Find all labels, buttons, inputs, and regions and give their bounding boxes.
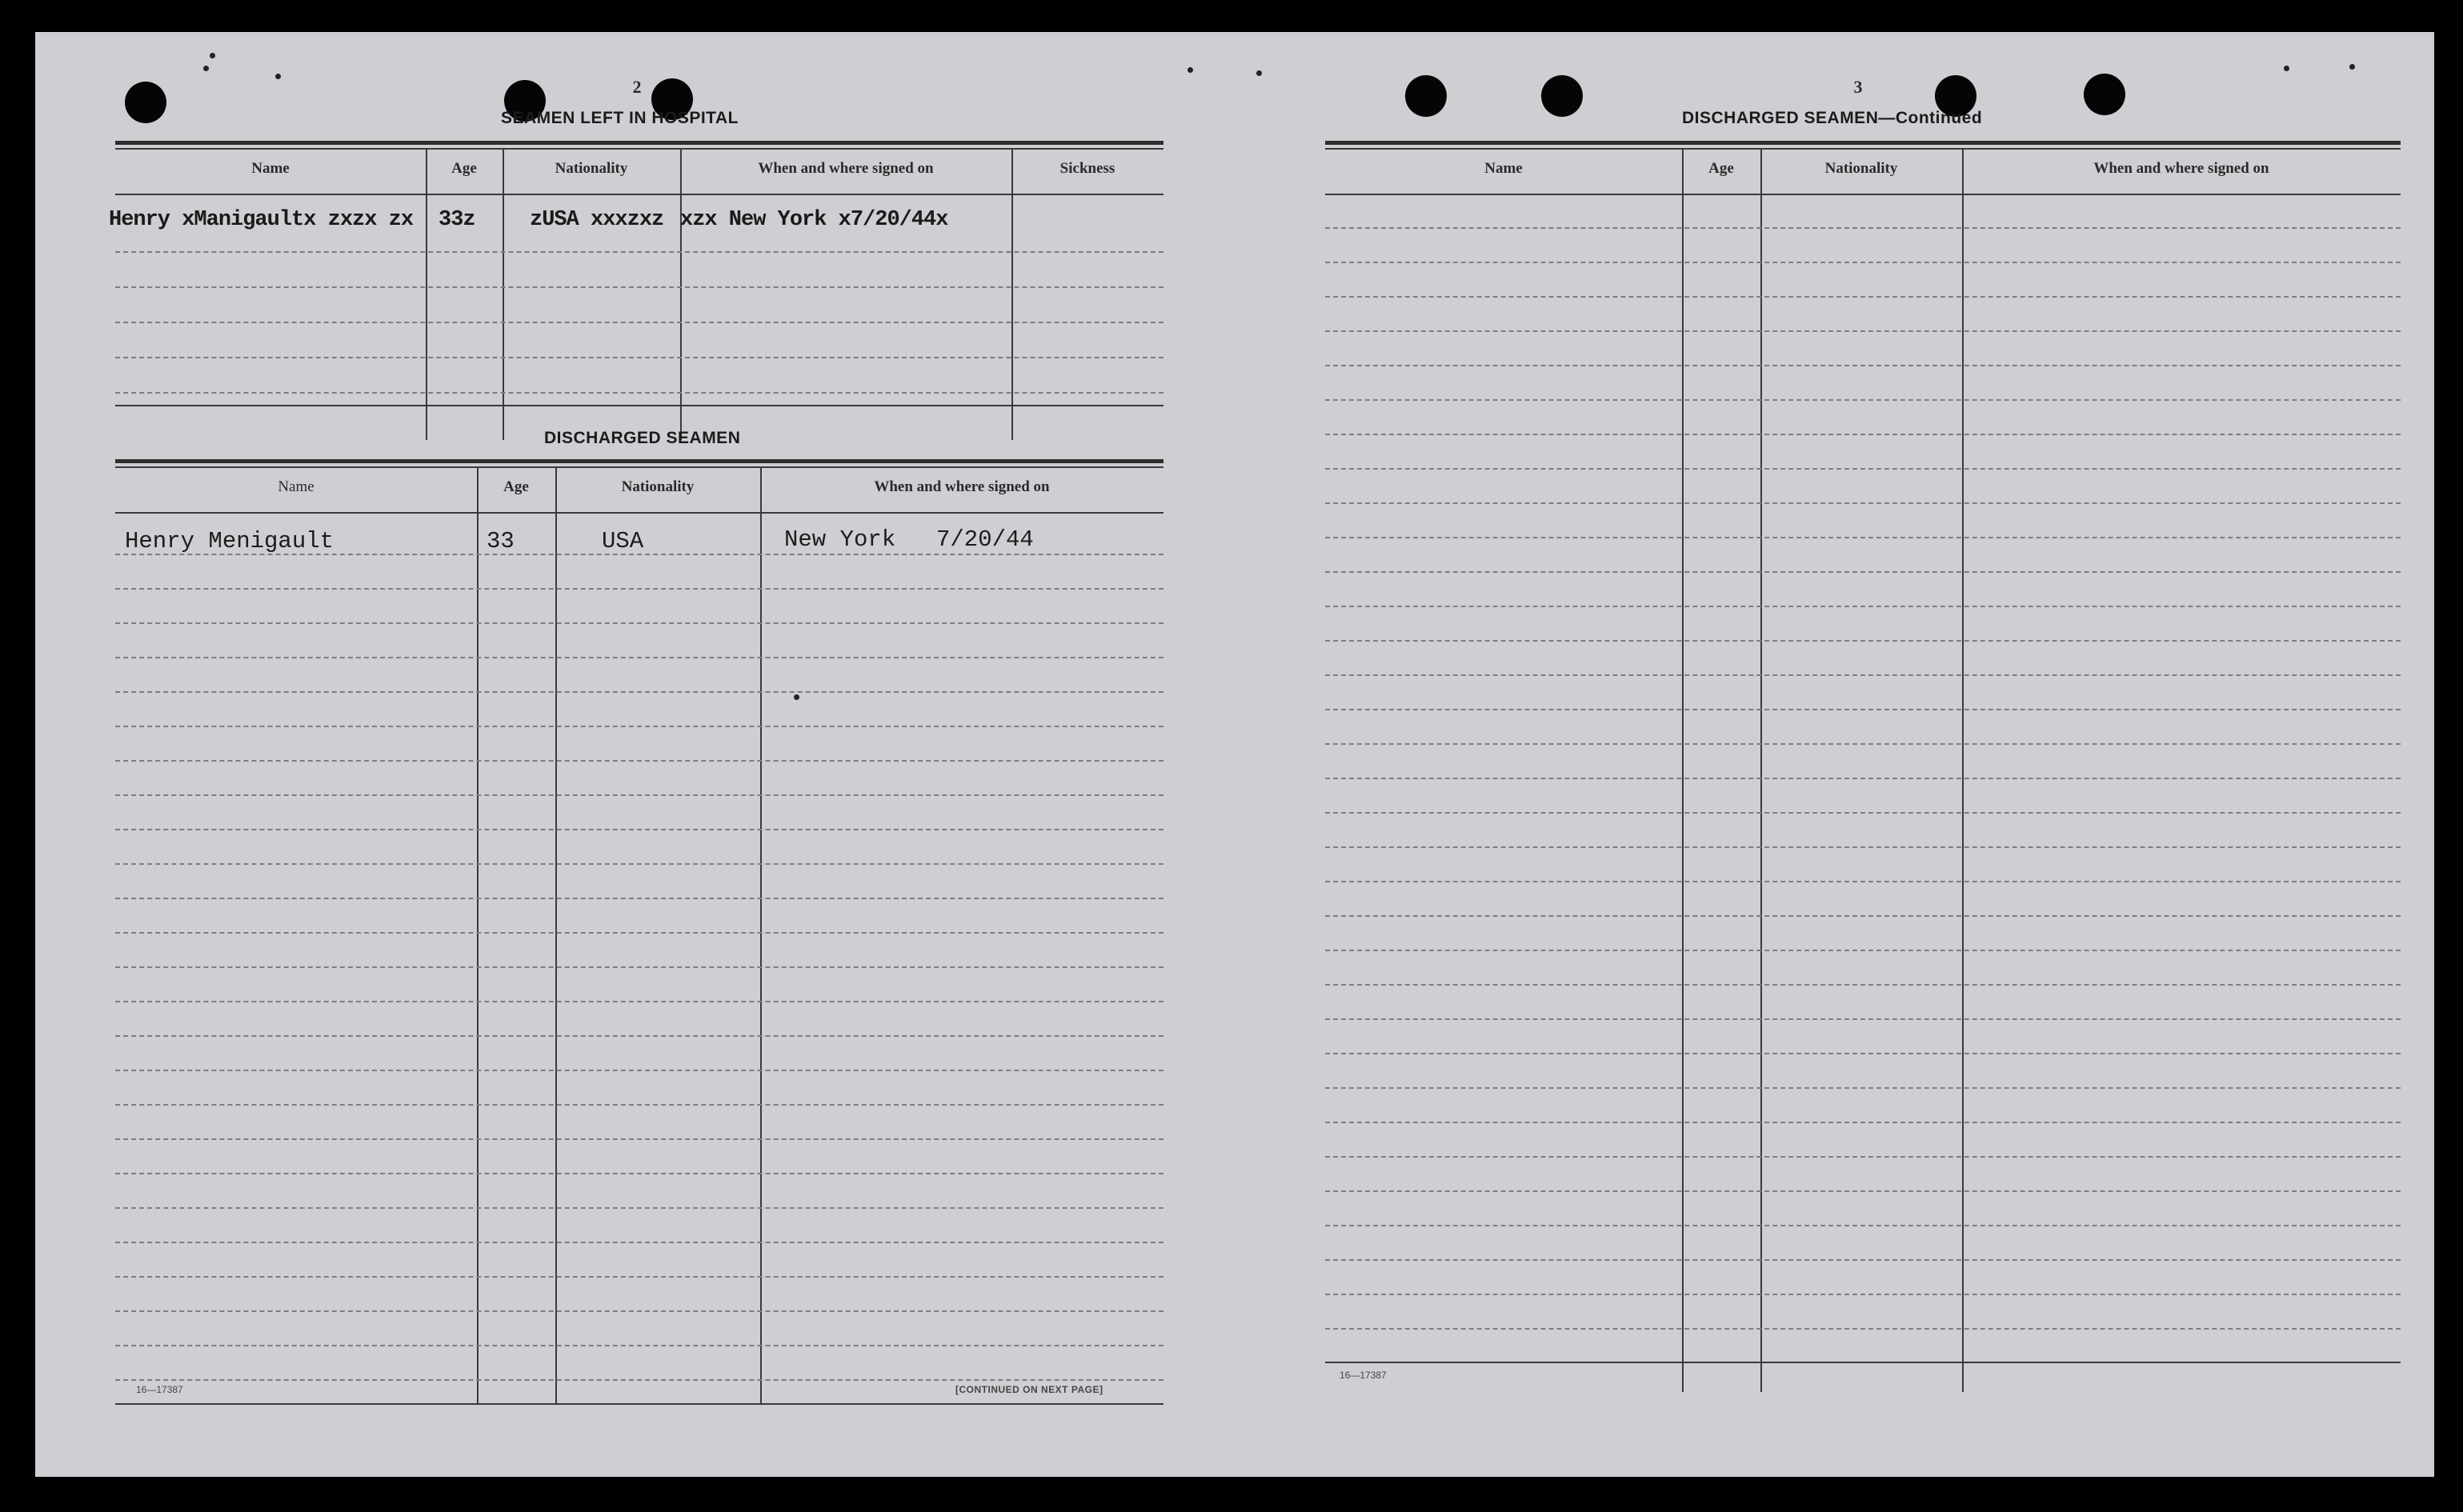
row-line xyxy=(1325,468,2401,470)
row-line xyxy=(1325,1294,2401,1295)
row-line xyxy=(1325,881,2401,882)
discharged-name: Henry Menigault xyxy=(125,528,334,554)
row-line xyxy=(1325,1018,2401,1020)
row-line xyxy=(1325,915,2401,917)
column-header: Name xyxy=(1484,160,1523,177)
struck-name: Henry xManigaultx zxzx zx xyxy=(109,208,414,232)
row-line xyxy=(1325,434,2401,435)
punch-hole xyxy=(2084,74,2125,115)
row-line xyxy=(115,1379,1163,1381)
discharged-date: 7/20/44 xyxy=(936,526,1034,553)
row-line xyxy=(1325,1122,2401,1123)
hospital-section-title: SEAMEN LEFT IN HOSPITAL xyxy=(501,109,739,127)
row-line xyxy=(115,898,1163,899)
row-line xyxy=(1325,365,2401,366)
column-header: Name xyxy=(251,160,290,177)
discharged-place: New York xyxy=(784,526,896,553)
speck xyxy=(203,66,209,71)
row-line xyxy=(115,863,1163,865)
row-line xyxy=(115,829,1163,830)
row-line xyxy=(115,1104,1163,1106)
column-header: When and where signed on xyxy=(2093,160,2269,177)
left-page-number: 2 xyxy=(632,77,642,97)
row-line xyxy=(1325,262,2401,263)
continued-note: [CONTINUED ON NEXT PAGE] xyxy=(955,1384,1103,1395)
row-line xyxy=(115,657,1163,658)
row-line xyxy=(1325,674,2401,676)
speck xyxy=(2349,64,2355,70)
row-line xyxy=(1325,1087,2401,1089)
speck xyxy=(275,74,281,79)
punch-hole xyxy=(1405,75,1447,117)
row-line xyxy=(115,1207,1163,1209)
column-header: Age xyxy=(451,160,477,177)
speck xyxy=(1256,70,1262,76)
row-line xyxy=(115,760,1163,762)
row-line xyxy=(115,1276,1163,1278)
row-line xyxy=(115,1070,1163,1071)
row-line xyxy=(115,1310,1163,1312)
row-line xyxy=(1325,1328,2401,1330)
row-line xyxy=(115,1173,1163,1174)
struck-nationality: zUSA xxxzxz xyxy=(530,208,664,232)
row-line xyxy=(1325,1259,2401,1261)
right-form-number: 16—17387 xyxy=(1340,1370,1387,1381)
row-line xyxy=(115,1345,1163,1346)
row-line xyxy=(1325,296,2401,298)
row-line xyxy=(1325,846,2401,848)
row-line xyxy=(1325,984,2401,986)
row-line xyxy=(115,932,1163,934)
row-line xyxy=(1325,950,2401,951)
column-header: Name xyxy=(278,478,314,495)
column-header: Nationality xyxy=(1824,160,1898,177)
row-line xyxy=(1325,640,2401,642)
row-line xyxy=(1325,778,2401,779)
speck xyxy=(1187,67,1193,73)
discharged-nationality: USA xyxy=(602,528,644,554)
column-header: Age xyxy=(503,478,529,495)
row-line xyxy=(115,691,1163,693)
left-form-number: 16—17387 xyxy=(136,1384,183,1395)
row-line xyxy=(115,794,1163,796)
discharged-section-title: DISCHARGED SEAMEN xyxy=(544,429,741,447)
row-line xyxy=(115,966,1163,968)
row-line xyxy=(115,1242,1163,1243)
row-line xyxy=(1325,743,2401,745)
row-line xyxy=(115,1001,1163,1002)
row-line xyxy=(1325,330,2401,332)
speck xyxy=(2284,66,2289,71)
column-header: Nationality xyxy=(621,478,695,495)
struck-signed-on: xzx New York x7/20/44x xyxy=(680,208,948,232)
column-header: Age xyxy=(1708,160,1734,177)
right-page-number: 3 xyxy=(1853,77,1863,97)
row-line xyxy=(115,1138,1163,1140)
row-line xyxy=(1325,606,2401,607)
row-line xyxy=(115,726,1163,727)
row-line xyxy=(115,622,1163,624)
column-header: When and where signed on xyxy=(758,160,934,177)
row-line xyxy=(1325,1190,2401,1192)
row-line xyxy=(1325,571,2401,573)
punch-hole xyxy=(1541,75,1583,117)
discharged-age: 33 xyxy=(487,528,515,554)
row-line xyxy=(1325,812,2401,814)
row-line xyxy=(1325,399,2401,401)
form-sheet xyxy=(35,32,2434,1477)
row-line xyxy=(1325,227,2401,229)
row-line xyxy=(1325,1053,2401,1054)
row-line xyxy=(1325,502,2401,504)
column-header: When and where signed on xyxy=(874,478,1050,495)
row-line xyxy=(1325,1156,2401,1158)
row-line xyxy=(115,1035,1163,1037)
row-line xyxy=(1325,537,2401,538)
column-header: Nationality xyxy=(555,160,628,177)
speck xyxy=(210,53,215,58)
column-header: Sickness xyxy=(1059,160,1115,177)
punch-hole xyxy=(125,82,166,123)
row-line xyxy=(115,588,1163,590)
right-section-title: DISCHARGED SEAMEN—Continued xyxy=(1682,109,1983,127)
struck-age: 33z xyxy=(439,208,475,232)
row-line xyxy=(1325,1225,2401,1226)
speck xyxy=(794,694,799,700)
row-line xyxy=(1325,709,2401,710)
